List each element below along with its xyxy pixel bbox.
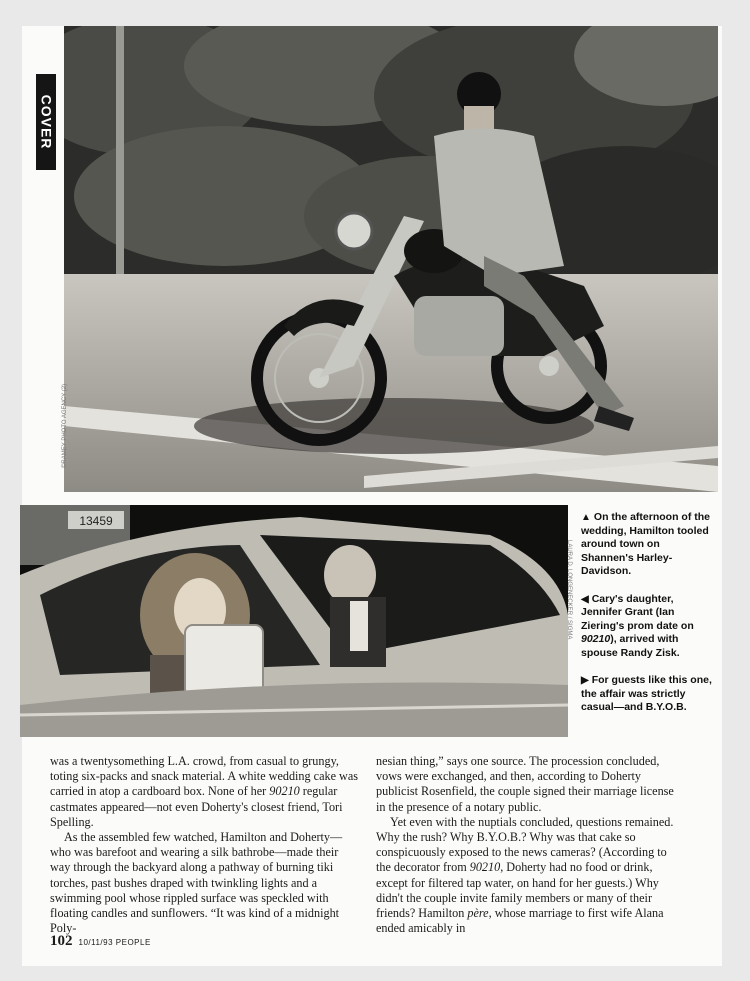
section-tab: COVER [36, 74, 56, 170]
article-column-left [50, 754, 358, 936]
article-column-right [376, 754, 682, 936]
up-arrow-icon: ▲ [581, 512, 591, 523]
caption-jennifer-grant: ◀ Cary's daughter, Jennifer Grant (Ian Ziering's prom date on 90210), arrived with spouse Randy Zisk. [581, 592, 694, 659]
paragraph: As the assembled few watched, Hamilton and Doherty—who was barefoot and wearing a silk bathrobe—made their way through the backyard along a pathway of burning tiki torches, past bushes draped with twinkling lights and a swimming pool whose rippled surface was speckled with floating candles and sunflowers. “It was kind of a midnight Poly- [50, 830, 343, 936]
page-number: 102 [50, 933, 73, 949]
issue-line: 10/11/93 PEOPLE [78, 938, 151, 947]
house-number-plate: 13459 [79, 514, 113, 528]
photo-captions [581, 511, 714, 729]
paragraph: was a twentysomething L.A. crowd, from casual to grungy, toting six-packs and snack material. A white wedding cake was carried in atop a cardboard box. None of her 90210 regular castmates appeared—not even Doherty's closest friend, Tori Spelling. [50, 754, 358, 829]
left-arrow-icon: ◀ [581, 593, 589, 605]
right-arrow-icon: ▶ [581, 675, 589, 687]
paragraph: Yet even with the nuptials concluded, questions remained. Why the rush? Why B.Y.O.B.? Why was that cake so conspicuously exposed to the news cameras? (According to the decorator from 90210, Doherty had no food or drink, except for filtered tap water, on hand for her guests.) Why didn't the couple invite family members or many of their friends? Hamilton père, whose marriage to first wife Alana ended amicably in [376, 814, 674, 936]
caption-guests: ▶ For guests like this one, the affair was strictly casual—and B.Y.O.B. [581, 674, 712, 714]
photo-motorcycle [64, 26, 718, 492]
paragraph: nesian thing,” says one source. The procession concluded, vows were exchanged, and then, according to Doherty publicist Rosenfield, the couple signed their marriage license in the presence of a notary public. [376, 754, 674, 814]
caption-motorcycle: ▲ On the afternoon of the wedding, Hamilton tooled around town on Shannen's Harley-Davidson. [581, 511, 710, 578]
photo-car [20, 505, 568, 737]
photo-credit-bottom: LAURA D. LONGENECKER / SIGMA [566, 540, 572, 640]
page-folio [50, 932, 151, 950]
photo-credit-top: ©RAMEY PHOTO AGENCY (2) [62, 383, 68, 468]
